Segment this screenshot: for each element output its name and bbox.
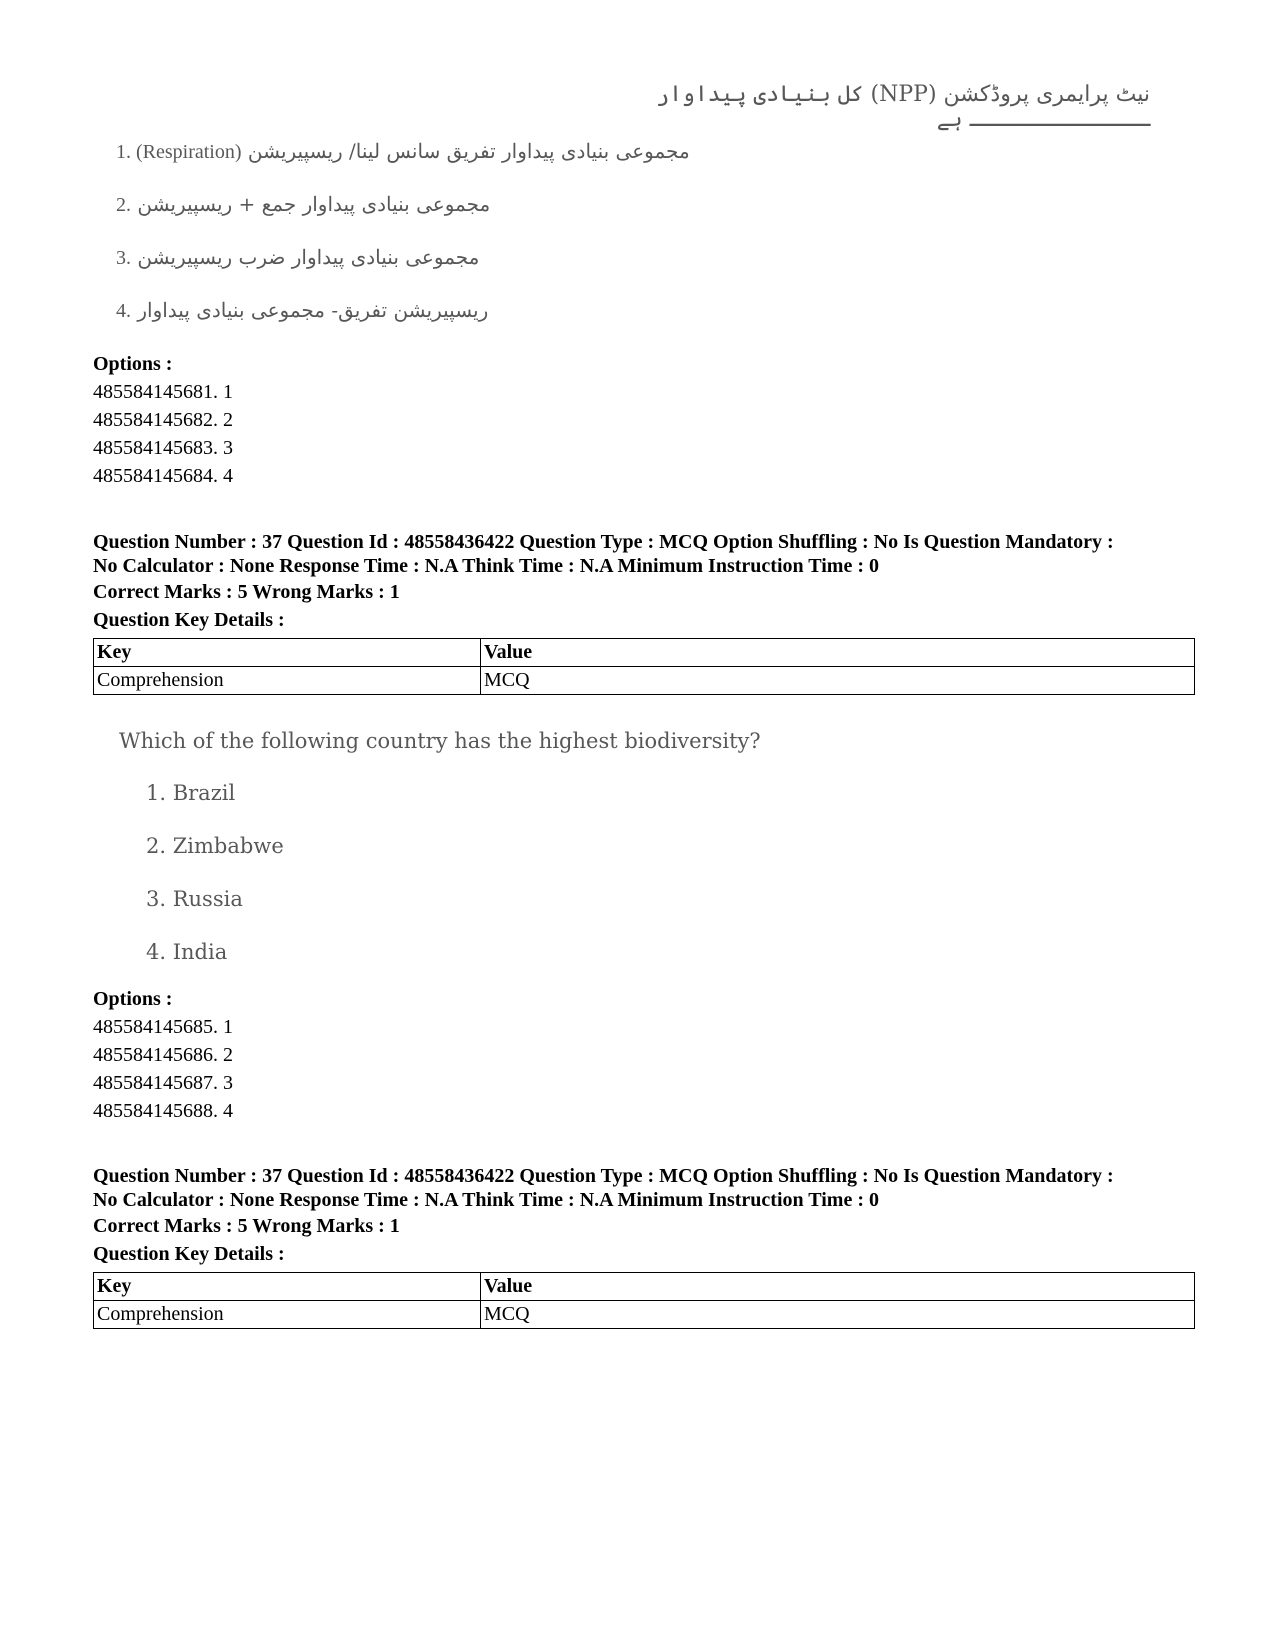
question-choice: 4. India — [146, 940, 228, 964]
table-cell-key: Comprehension — [94, 1301, 481, 1329]
question-choice: 2. Zimbabwe — [146, 834, 284, 858]
table-header-value: Value — [481, 1273, 1195, 1301]
option-line: 485584145684. 4 — [93, 465, 233, 487]
option-line: 485584145688. 4 — [93, 1100, 233, 1122]
question-meta — [93, 1164, 1193, 1212]
table-row — [94, 1301, 1195, 1329]
table-header-value: Value — [481, 639, 1195, 667]
table-header-key: Key — [94, 1273, 481, 1301]
question-text: Which of the following country has the highest biodiversity? — [119, 729, 761, 753]
key-details-table — [93, 1272, 1195, 1329]
question-choice: 3. Russia — [146, 887, 243, 911]
urdu-choice-text: ریسپیریشن تفریق- مجموعی بنیادی پیداوار — [137, 298, 489, 322]
question-meta-line-1: Question Number : 37 Question Id : 48558436422 Question Type : MCQ Option Shuffling : No Is Question Mandatory : — [93, 531, 1114, 553]
options-label: Options : — [93, 353, 173, 375]
question-choice: 1. Brazil — [146, 781, 236, 805]
marks-line: Correct Marks : 5 Wrong Marks : 1 — [93, 581, 400, 603]
table-row — [94, 667, 1195, 695]
table-header-key: Key — [94, 639, 481, 667]
urdu-choice-4 — [116, 298, 488, 323]
table-cell-value: MCQ — [481, 667, 1195, 695]
urdu-choice-text: مجموعی بنیادی پیداوار جمع + ریسپیریشن — [137, 192, 491, 216]
options-label: Options : — [93, 988, 173, 1010]
table-header-row — [94, 1273, 1195, 1301]
urdu-choice-text: مجموعی بنیادی پیداوار تفریق سانس لینا/ ریسپیریشن — [247, 139, 690, 163]
urdu-choice-2 — [116, 192, 490, 217]
question-meta-line-2: No Calculator : None Response Time : N.A Think Time : N.A Minimum Instruction Time : 0 — [93, 1189, 879, 1211]
option-line: 485584145686. 2 — [93, 1044, 233, 1066]
table-cell-key: Comprehension — [94, 667, 481, 695]
key-details-label: Question Key Details : — [93, 1243, 285, 1265]
option-line: 485584145683. 3 — [93, 437, 233, 459]
urdu-choice-number: 4. — [116, 300, 131, 322]
urdu-choice-1 — [116, 139, 690, 164]
urdu-choice-3 — [116, 245, 479, 270]
table-cell-value: MCQ — [481, 1301, 1195, 1329]
option-line: 485584145682. 2 — [93, 409, 233, 431]
marks-line: Correct Marks : 5 Wrong Marks : 1 — [93, 1215, 400, 1237]
urdu-question-text: نیٹ پرایمری پروڈکشن (NPP) کل بنیادی پیداوار ــــــــــــــ ہے — [656, 82, 1150, 132]
urdu-choice-number: 1. (Respiration) — [116, 141, 242, 163]
question-meta-line-1: Question Number : 37 Question Id : 48558436422 Question Type : MCQ Option Shuffling : No Is Question Mandatory : — [93, 1165, 1114, 1187]
urdu-choice-text: مجموعی بنیادی پیداوار ضرب ریسپیریشن — [137, 245, 480, 269]
key-details-label: Question Key Details : — [93, 609, 285, 631]
key-details-table — [93, 638, 1195, 695]
table-header-row — [94, 639, 1195, 667]
question-meta-line-2: No Calculator : None Response Time : N.A Think Time : N.A Minimum Instruction Time : 0 — [93, 555, 879, 577]
option-line: 485584145685. 1 — [93, 1016, 233, 1038]
question-meta — [93, 530, 1193, 578]
urdu-choice-number: 3. — [116, 247, 131, 269]
option-line: 485584145687. 3 — [93, 1072, 233, 1094]
option-line: 485584145681. 1 — [93, 381, 233, 403]
urdu-choice-number: 2. — [116, 194, 131, 216]
